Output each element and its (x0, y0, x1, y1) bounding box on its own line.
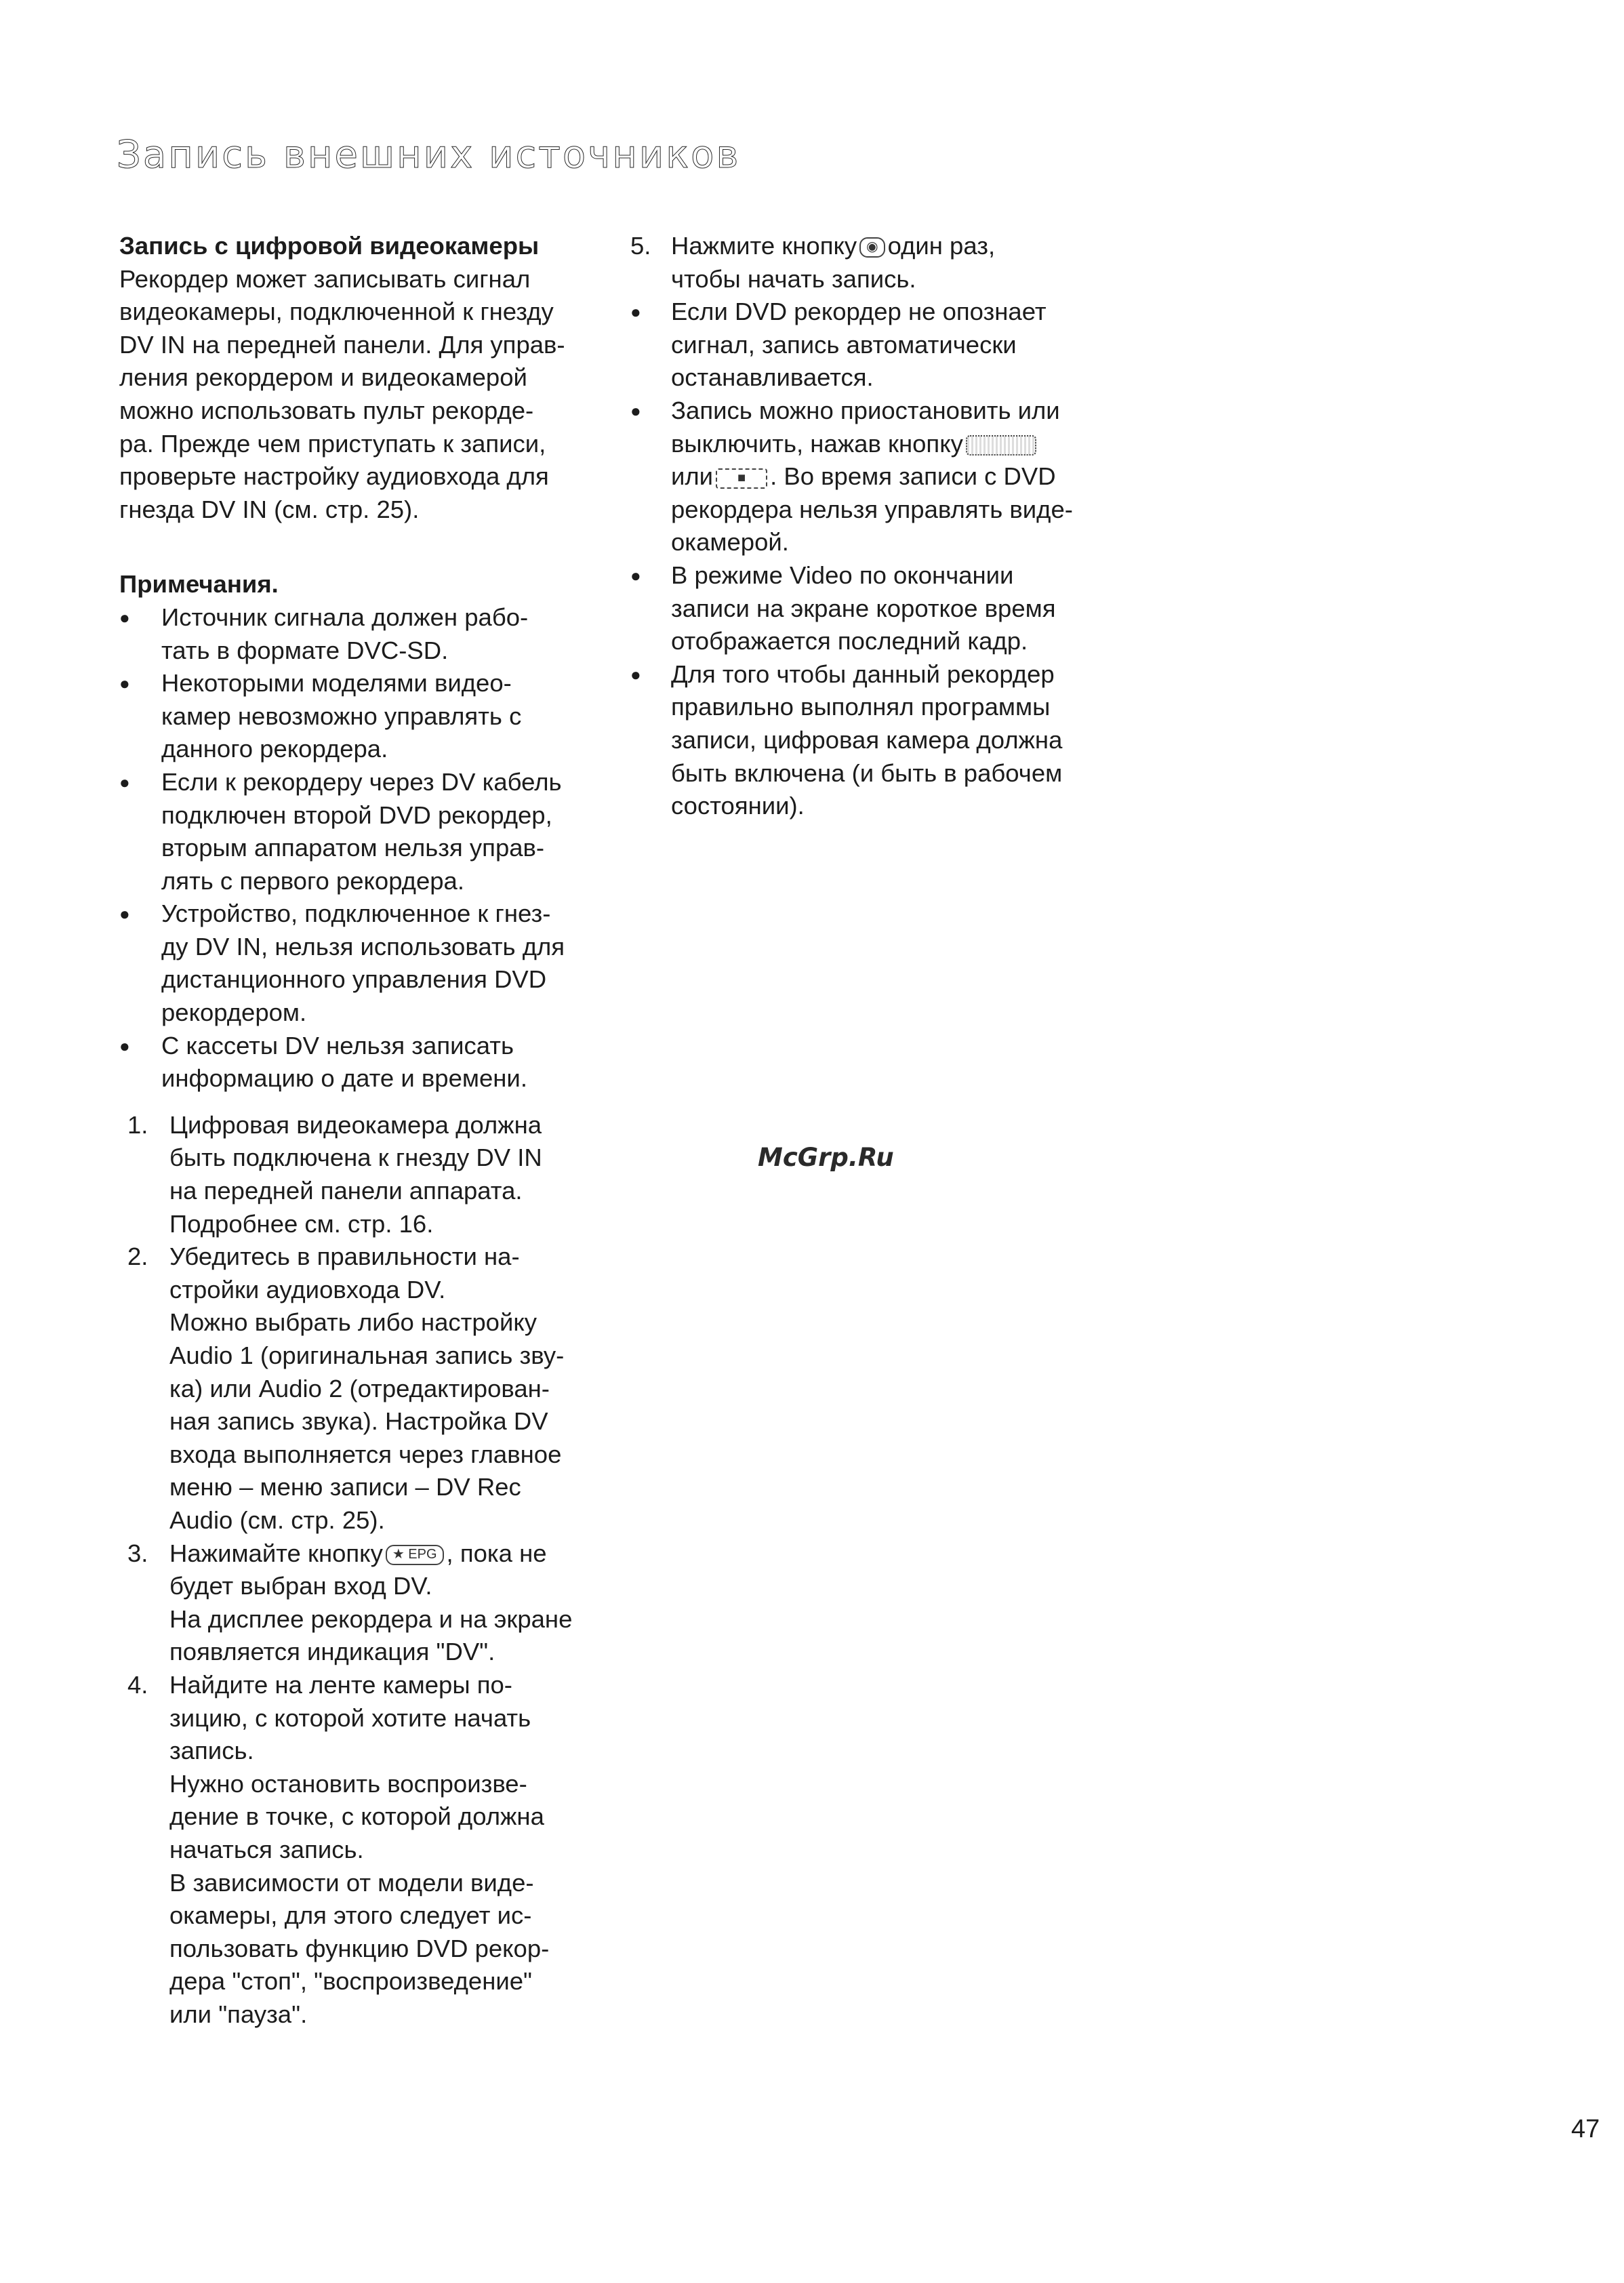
note-item: ● Если к рекордеру через DV кабель подключен второй DVD рекордер, вторым аппаратом нельзя управ- лять с первого рекордера. (119, 766, 594, 897)
note-item: ● С кассеты DV нельзя записать информацию о дате и времени. (119, 1030, 594, 1095)
step-item: 2. Убедитесь в правильности на- стройки аудиовхода DV. Можно выбрать либо настройку Audio 1 (оригинальная запись зву- ка) или Audio 2 (отредактирован- ная запись звука). Настройка DV входа выполняется через главное меню – меню записи – DV Rec Audio (см. стр. 25). (119, 1240, 594, 1537)
step-number: 2. (127, 1242, 148, 1271)
record-button-icon: ◉ (859, 237, 885, 258)
page-number: 47 (1571, 2115, 1600, 2143)
bullet-icon: ● (630, 302, 641, 323)
note-item: ● Устройство, подключенное к гнез- ду DV IN, нельзя использовать для дистанционного управления DVD рекордером. (119, 897, 594, 1029)
step-item: 4. Найдите на ленте камеры по- зицию, с которой хотите начать запись. Нужно остановить воспроизве- дение в точке, с которой должна начаться запись. В зависимости от модели виде- окамеры, для этого следует ис- пользовать функцию DVD рекор- дера "стоп", "воспроизведение" или "пауза". (119, 1669, 594, 2032)
bullet-icon: ● (119, 1035, 130, 1056)
step-item: 3. Нажимайте кнопку ★ EPG , пока не будет выбран вход DV. На дисплее рекордера и на экране появляется индикация "DV". (119, 1537, 594, 1669)
step-item: 1. Цифровая видеокамера должна быть подключена к гнезду DV IN на передней панели аппарата. Подробнее см. стр. 16. (119, 1109, 594, 1240)
bullet-icon: ● (119, 607, 130, 628)
bullet-item: ● В режиме Video по окончании записи на экране короткое время отображается последний кадр. (630, 559, 1105, 658)
bullet-icon: ● (630, 400, 641, 421)
bullet-item: ● Если DVD рекордер не опознает сигнал, запись автоматически останавливается. (630, 296, 1105, 395)
bullet-icon: ● (119, 771, 130, 792)
stop-button-icon: ■ (716, 468, 767, 489)
watermark: McGrp.Ru (758, 1143, 894, 1172)
section-heading: Запись с цифровой видеокамеры (119, 232, 540, 260)
intro-paragraph: Рекордер может записывать сигнал видеокамеры, подключенной к гнезду DV IN на передней панели. Для управ- ления рекордером и видеокамерой можно использовать пульт рекорде- ра. Прежде чем приступать к записи, проверьте настройку аудиовхода для гнезда DV IN (см. стр. 25). (119, 264, 565, 523)
pause-button-icon (966, 435, 1036, 456)
bullet-item: ● Запись можно приостановить или выключить, нажав кнопку или ■ . Во время записи с DVD рекордера нельзя управлять виде- окамерой. (630, 395, 1105, 559)
bullet-icon: ● (630, 565, 641, 586)
step-number: 1. (127, 1110, 148, 1139)
notes-heading: Примечания. (119, 570, 279, 599)
step-item: 5. Нажмите кнопку ◉ один раз, чтобы начать запись. (630, 230, 1105, 296)
step-number: 5. (630, 232, 651, 260)
right-column (630, 230, 1105, 823)
bullet-icon: ● (630, 664, 641, 685)
step-number: 3. (127, 1539, 148, 1567)
bullet-icon: ● (119, 904, 130, 925)
step-number: 4. (127, 1670, 148, 1699)
left-column (119, 230, 594, 2031)
note-item: ● Некоторыми моделями видео- камер невозможно управлять с данного рекордера. (119, 667, 594, 766)
bullet-icon: ● (119, 673, 130, 694)
epg-button-icon: ★ EPG (386, 1545, 444, 1565)
page-title: Запись внешних источников (117, 133, 741, 177)
bullet-item: ● Для того чтобы данный рекордер правильно выполнял программы записи, цифровая камера должна быть включена (и быть в рабочем состоянии). (630, 658, 1105, 823)
note-item: ● Источник сигнала должен рабо- тать в формате DVC-SD. (119, 601, 594, 667)
